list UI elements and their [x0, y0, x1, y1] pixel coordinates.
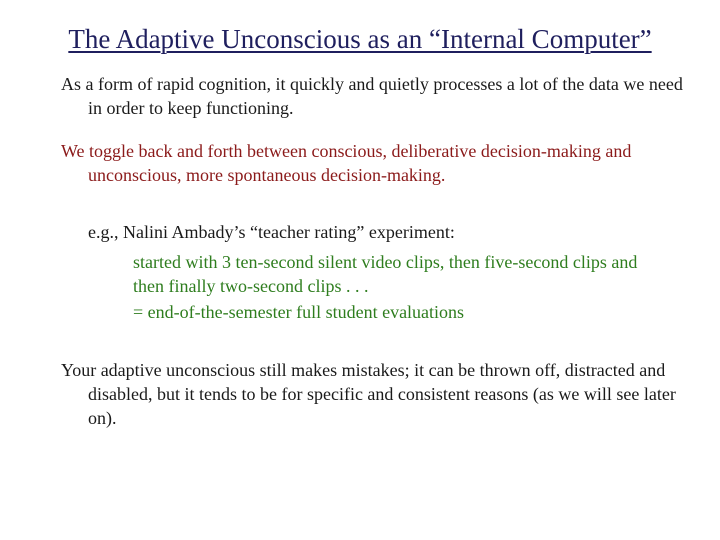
slide-title [0, 22, 720, 56]
bullet-rapid-cognition: As a form of rapid cognition, it quickly and quietly processes a lot of the data we need in order to keep functioning. [61, 74, 683, 118]
example-detail-clips: started with 3 ten-second silent video clips, then five-second clips and then finally two-second clips . . . [133, 252, 638, 296]
bullet-toggle-decision-making: We toggle back and forth between conscious, deliberative decision-making and unconscious, more spontaneous decision-making. [61, 141, 632, 185]
example-detail-evaluations: = end-of-the-semester full student evaluations [133, 302, 465, 322]
bullet-mistakes: Your adaptive unconscious still makes mistakes; it can be thrown off, distracted and disabled, but it tends to be for specific and consistent reasons (as we will see later on). [61, 360, 676, 428]
example-heading: e.g., Nalini Ambady’s “teacher rating” experiment: [88, 222, 455, 242]
slide-title-text: The Adaptive Unconscious as an “Internal Computer” [68, 24, 652, 54]
